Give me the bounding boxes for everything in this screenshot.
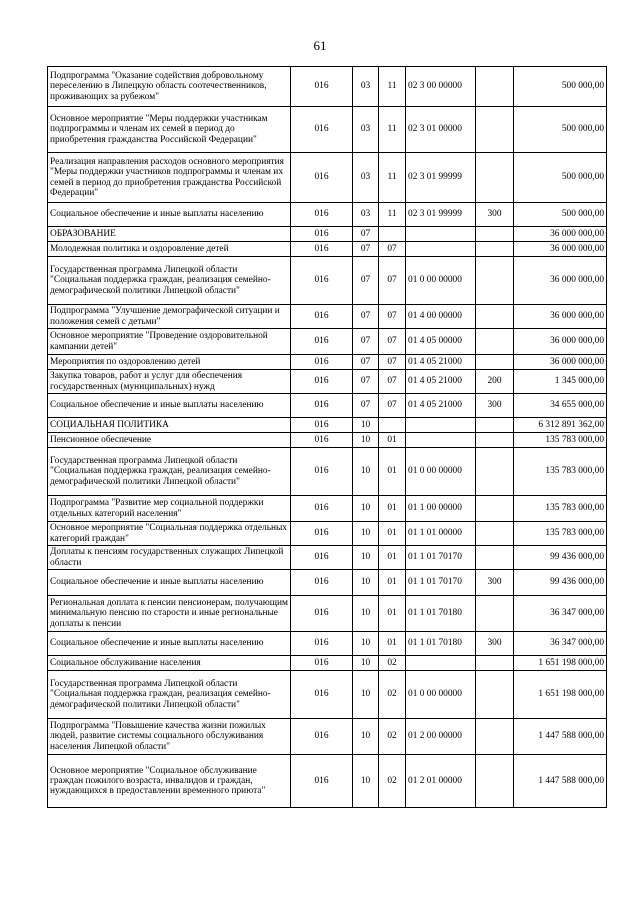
budget-table <box>47 66 607 808</box>
expense-type-code <box>476 755 514 808</box>
table-row <box>48 329 607 355</box>
section-code: 10 <box>353 632 379 656</box>
ministry-code: 016 <box>291 632 353 656</box>
target-article-code: 01 1 01 70180 <box>406 596 476 632</box>
ministry-code: 016 <box>291 570 353 596</box>
section-code: 07 <box>353 394 379 418</box>
section-code: 03 <box>353 153 379 203</box>
expense-type-code: 300 <box>476 632 514 656</box>
amount: 135 783 000,00 <box>514 496 607 522</box>
row-name: Основное мероприятие "Проведение оздоровительной кампании детей" <box>48 329 291 355</box>
table-row <box>48 203 607 227</box>
ministry-code: 016 <box>291 107 353 153</box>
amount: 500 000,00 <box>514 153 607 203</box>
section-code: 07 <box>353 242 379 257</box>
row-name: ОБРАЗОВАНИЕ <box>48 227 291 242</box>
subsection-code <box>379 227 406 242</box>
row-name: Молодежная политика и оздоровление детей <box>48 242 291 257</box>
expense-type-code <box>476 242 514 257</box>
subsection-code: 02 <box>379 755 406 808</box>
ministry-code: 016 <box>291 719 353 755</box>
ministry-code: 016 <box>291 394 353 418</box>
row-name: Государственная программа Липецкой области "Социальная поддержка граждан, реализация семейно-демографической политики Липецкой области" <box>48 448 291 496</box>
expense-type-code <box>476 227 514 242</box>
expense-type-code <box>476 355 514 370</box>
amount: 500 000,00 <box>514 203 607 227</box>
section-code: 10 <box>353 433 379 448</box>
amount: 36 000 000,00 <box>514 355 607 370</box>
subsection-code: 07 <box>379 370 406 394</box>
target-article-code: 01 4 05 21000 <box>406 370 476 394</box>
table-row <box>48 355 607 370</box>
expense-type-code <box>476 305 514 329</box>
section-code: 10 <box>353 448 379 496</box>
expense-type-code <box>476 418 514 433</box>
target-article-code: 01 1 01 70180 <box>406 632 476 656</box>
section-code: 10 <box>353 546 379 570</box>
table-row <box>48 257 607 305</box>
ministry-code: 016 <box>291 656 353 671</box>
section-code: 07 <box>353 227 379 242</box>
subsection-code: 11 <box>379 107 406 153</box>
target-article-code <box>406 242 476 257</box>
subsection-code: 01 <box>379 448 406 496</box>
row-name: Государственная программа Липецкой области "Социальная поддержка граждан, реализация семейно-демографической политики Липецкой области" <box>48 257 291 305</box>
table-row <box>48 67 607 107</box>
amount: 99 436 000,00 <box>514 546 607 570</box>
row-name: Социальное обслуживание населения <box>48 656 291 671</box>
section-code: 03 <box>353 203 379 227</box>
expense-type-code <box>476 671 514 719</box>
expense-type-code <box>476 107 514 153</box>
row-name: Подпрограмма "Оказание содействия добровольному переселению в Липецкую область соотечественников, проживающих за рубежом" <box>48 67 291 107</box>
ministry-code: 016 <box>291 153 353 203</box>
row-name: Основное мероприятие "Социальное обслуживание граждан пожилого возраста, инвалидов и граждан, нуждающихся в предоставлении временного приюта" <box>48 755 291 808</box>
amount: 1 447 588 000,00 <box>514 719 607 755</box>
target-article-code: 01 1 01 70170 <box>406 570 476 596</box>
ministry-code: 016 <box>291 203 353 227</box>
expense-type-code: 200 <box>476 370 514 394</box>
amount: 135 783 000,00 <box>514 448 607 496</box>
row-name: Социальное обеспечение и иные выплаты населению <box>48 203 291 227</box>
ministry-code: 016 <box>291 355 353 370</box>
ministry-code: 016 <box>291 671 353 719</box>
target-article-code: 01 1 00 00000 <box>406 496 476 522</box>
target-article-code: 01 4 05 21000 <box>406 394 476 418</box>
expense-type-code <box>476 496 514 522</box>
subsection-code: 01 <box>379 596 406 632</box>
row-name: Государственная программа Липецкой области "Социальная поддержка граждан, реализация семейно-демографической политики Липецкой области" <box>48 671 291 719</box>
row-name: Социальное обеспечение и иные выплаты населению <box>48 570 291 596</box>
table-row <box>48 433 607 448</box>
subsection-code: 07 <box>379 355 406 370</box>
subsection-code: 11 <box>379 67 406 107</box>
table-row <box>48 570 607 596</box>
budget-table-body <box>48 67 607 808</box>
subsection-code: 02 <box>379 671 406 719</box>
section-code: 07 <box>353 257 379 305</box>
section-code: 03 <box>353 67 379 107</box>
section-code: 07 <box>353 329 379 355</box>
target-article-code: 01 0 00 00000 <box>406 671 476 719</box>
row-name: Пенсионное обеспечение <box>48 433 291 448</box>
expense-type-code <box>476 257 514 305</box>
ministry-code: 016 <box>291 418 353 433</box>
target-article-code: 02 3 01 00000 <box>406 107 476 153</box>
table-row <box>48 632 607 656</box>
table-row <box>48 107 607 153</box>
subsection-code: 07 <box>379 242 406 257</box>
page-number: 61 <box>313 38 327 53</box>
table-row <box>48 496 607 522</box>
amount: 1 447 588 000,00 <box>514 755 607 808</box>
ministry-code: 016 <box>291 596 353 632</box>
subsection-code: 01 <box>379 496 406 522</box>
ministry-code: 016 <box>291 448 353 496</box>
table-row <box>48 522 607 546</box>
target-article-code: 01 2 00 00000 <box>406 719 476 755</box>
row-name: Закупка товаров, работ и услуг для обеспечения государственных (муниципальных) нужд <box>48 370 291 394</box>
row-name: Доплаты к пенсиям государственных служащих Липецкой области <box>48 546 291 570</box>
table-row <box>48 227 607 242</box>
target-article-code: 02 3 01 99999 <box>406 153 476 203</box>
expense-type-code <box>476 433 514 448</box>
expense-type-code: 300 <box>476 203 514 227</box>
ministry-code: 016 <box>291 755 353 808</box>
row-name: СОЦИАЛЬНАЯ ПОЛИТИКА <box>48 418 291 433</box>
expense-type-code <box>476 67 514 107</box>
section-code: 03 <box>353 107 379 153</box>
table-row <box>48 153 607 203</box>
table-row <box>48 755 607 808</box>
row-name: Социальное обеспечение и иные выплаты населению <box>48 632 291 656</box>
subsection-code: 01 <box>379 546 406 570</box>
target-article-code: 01 0 00 00000 <box>406 448 476 496</box>
section-code: 10 <box>353 522 379 546</box>
subsection-code: 07 <box>379 305 406 329</box>
expense-type-code: 300 <box>476 394 514 418</box>
target-article-code: 01 1 01 70170 <box>406 546 476 570</box>
subsection-code: 11 <box>379 203 406 227</box>
target-article-code: 02 3 01 99999 <box>406 203 476 227</box>
amount: 500 000,00 <box>514 67 607 107</box>
table-row <box>48 305 607 329</box>
expense-type-code <box>476 719 514 755</box>
target-article-code: 02 3 00 00000 <box>406 67 476 107</box>
ministry-code: 016 <box>291 242 353 257</box>
row-name: Подпрограмма "Улучшение демографической ситуации и положения семей с детьми" <box>48 305 291 329</box>
subsection-code: 01 <box>379 632 406 656</box>
subsection-code: 02 <box>379 719 406 755</box>
subsection-code: 01 <box>379 433 406 448</box>
section-code: 07 <box>353 370 379 394</box>
amount: 6 312 891 362,00 <box>514 418 607 433</box>
amount: 135 783 000,00 <box>514 433 607 448</box>
section-code: 10 <box>353 596 379 632</box>
target-article-code: 01 1 01 00000 <box>406 522 476 546</box>
table-row <box>48 448 607 496</box>
amount: 36 000 000,00 <box>514 305 607 329</box>
amount: 36 347 000,00 <box>514 596 607 632</box>
ministry-code: 016 <box>291 370 353 394</box>
amount: 1 345 000,00 <box>514 370 607 394</box>
row-name: Основное мероприятие "Меры поддержки участникам подпрограммы и членам их семей в период до приобретения гражданства Российской Федерации" <box>48 107 291 153</box>
expense-type-code <box>476 656 514 671</box>
ministry-code: 016 <box>291 257 353 305</box>
table-row <box>48 671 607 719</box>
table-row <box>48 596 607 632</box>
section-code: 10 <box>353 570 379 596</box>
expense-type-code <box>476 596 514 632</box>
section-code: 10 <box>353 719 379 755</box>
subsection-code: 01 <box>379 570 406 596</box>
target-article-code: 01 4 00 00000 <box>406 305 476 329</box>
ministry-code: 016 <box>291 496 353 522</box>
target-article-code <box>406 418 476 433</box>
ministry-code: 016 <box>291 329 353 355</box>
expense-type-code <box>476 546 514 570</box>
row-name: Подпрограмма "Развитие мер социальной поддержки отдельных категорий населения" <box>48 496 291 522</box>
table-row <box>48 242 607 257</box>
target-article-code: 01 4 05 21000 <box>406 355 476 370</box>
section-code: 07 <box>353 355 379 370</box>
amount: 36 000 000,00 <box>514 242 607 257</box>
ministry-code: 016 <box>291 67 353 107</box>
amount: 1 651 198 000,00 <box>514 671 607 719</box>
amount: 500 000,00 <box>514 107 607 153</box>
row-name: Региональная доплата к пенсии пенсионерам, получающим минимальную пенсию по старости и иные региональные доплаты к пенсии <box>48 596 291 632</box>
amount: 135 783 000,00 <box>514 522 607 546</box>
expense-type-code <box>476 153 514 203</box>
section-code: 10 <box>353 671 379 719</box>
table-row <box>48 719 607 755</box>
amount: 34 655 000,00 <box>514 394 607 418</box>
ministry-code: 016 <box>291 227 353 242</box>
subsection-code: 11 <box>379 153 406 203</box>
table-row <box>48 370 607 394</box>
expense-type-code <box>476 522 514 546</box>
amount: 1 651 198 000,00 <box>514 656 607 671</box>
ministry-code: 016 <box>291 305 353 329</box>
target-article-code <box>406 656 476 671</box>
table-row <box>48 394 607 418</box>
subsection-code: 07 <box>379 329 406 355</box>
target-article-code <box>406 433 476 448</box>
target-article-code: 01 4 05 00000 <box>406 329 476 355</box>
amount: 36 000 000,00 <box>514 257 607 305</box>
amount: 36 000 000,00 <box>514 329 607 355</box>
amount: 36 000 000,00 <box>514 227 607 242</box>
target-article-code: 01 2 01 00000 <box>406 755 476 808</box>
target-article-code: 01 0 00 00000 <box>406 257 476 305</box>
table-row <box>48 418 607 433</box>
target-article-code <box>406 227 476 242</box>
subsection-code: 07 <box>379 257 406 305</box>
row-name: Подпрограмма "Повышение качества жизни пожилых людей, развитие системы социального обслуживания населения Липецкой области" <box>48 719 291 755</box>
subsection-code: 07 <box>379 394 406 418</box>
table-row <box>48 656 607 671</box>
subsection-code: 01 <box>379 522 406 546</box>
table-row <box>48 546 607 570</box>
section-code: 10 <box>353 496 379 522</box>
row-name: Основное мероприятие "Социальная поддержка отдельных категорий граждан" <box>48 522 291 546</box>
section-code: 07 <box>353 305 379 329</box>
row-name: Социальное обеспечение и иные выплаты населению <box>48 394 291 418</box>
row-name: Реализация направления расходов основного мероприятия "Меры поддержки участников подпрограммы и членам их семей в период до приобретения гражданства Российской Федерации" <box>48 153 291 203</box>
section-code: 10 <box>353 418 379 433</box>
amount: 99 436 000,00 <box>514 570 607 596</box>
ministry-code: 016 <box>291 522 353 546</box>
expense-type-code <box>476 329 514 355</box>
ministry-code: 016 <box>291 546 353 570</box>
amount: 36 347 000,00 <box>514 632 607 656</box>
section-code: 10 <box>353 755 379 808</box>
row-name: Мероприятия по оздоровлению детей <box>48 355 291 370</box>
expense-type-code <box>476 448 514 496</box>
expense-type-code: 300 <box>476 570 514 596</box>
ministry-code: 016 <box>291 433 353 448</box>
section-code: 10 <box>353 656 379 671</box>
subsection-code <box>379 418 406 433</box>
subsection-code: 02 <box>379 656 406 671</box>
